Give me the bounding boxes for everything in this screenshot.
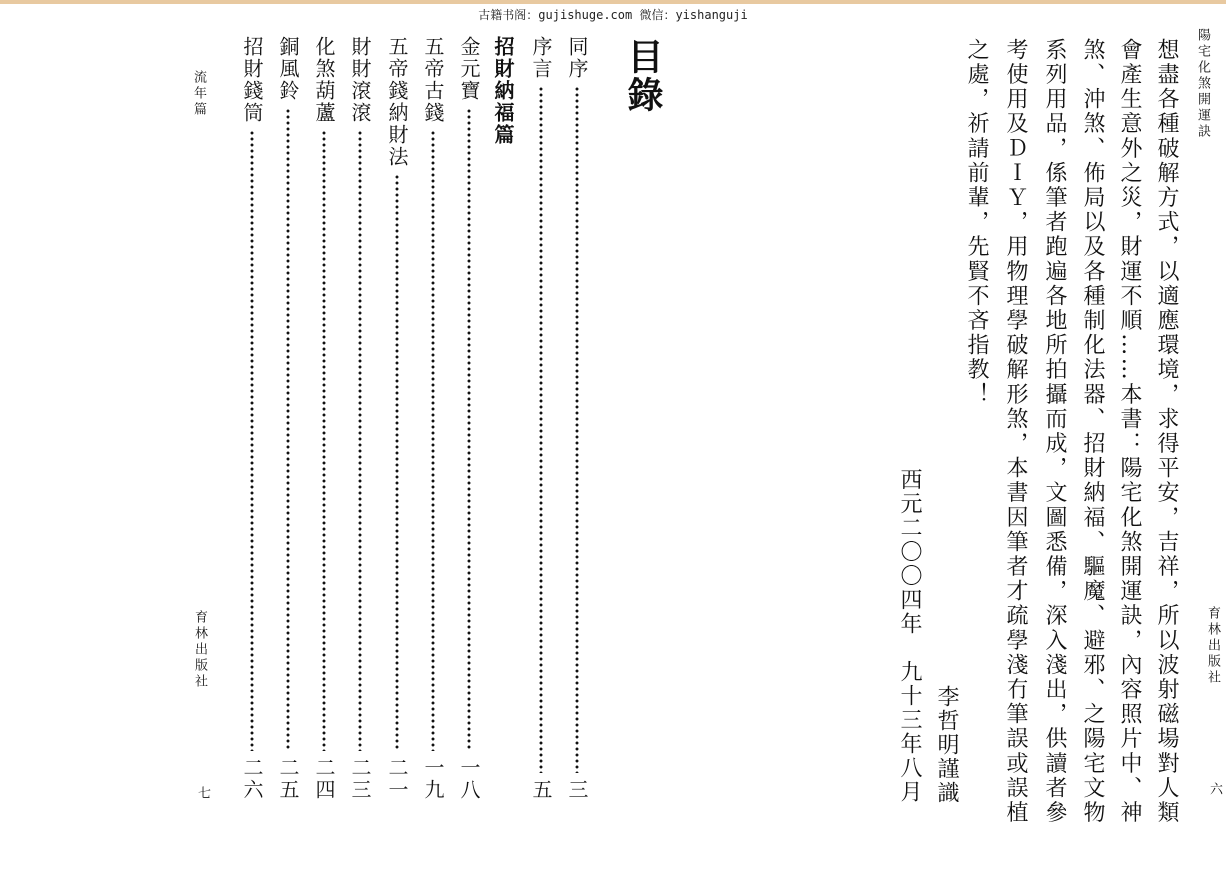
- left-publisher: 育林出版社: [192, 610, 207, 690]
- leader-dots: [250, 130, 254, 751]
- toc-entry[interactable]: [311, 36, 337, 801]
- toc-entry[interactable]: [347, 36, 373, 801]
- toc-entry-title: 化煞葫蘆: [312, 36, 336, 124]
- body-column-1: 想盡各種破解方式，以適應環境，求得平安，吉祥，所以波射磁場對人類: [1154, 38, 1179, 826]
- date-line: 西元二〇〇四年 九十三年八月: [897, 468, 922, 804]
- toc-entry-title: 銅風鈴: [276, 36, 300, 102]
- toc-entry[interactable]: [384, 36, 410, 801]
- toc-entry-title: 序言: [529, 36, 553, 80]
- toc-entry-title: 五帝錢納財法: [385, 36, 409, 168]
- toc-entry-title: 同序: [565, 36, 589, 80]
- toc-entry-title: 金元寶: [457, 36, 481, 102]
- toc-entry[interactable]: [420, 36, 446, 801]
- right-publisher: 育林出版社: [1205, 606, 1220, 686]
- top-border: [0, 0, 1226, 4]
- toc-entry[interactable]: [564, 36, 590, 801]
- body-column-2: 會產生意外之災，財運不順……本書：陽宅化煞開運訣，內容照片中、神: [1117, 38, 1142, 826]
- toc-title: 目錄: [622, 38, 663, 114]
- toc-entry-page: 二五: [276, 757, 300, 801]
- leader-dots: [395, 174, 399, 751]
- toc-entry-page: 五: [529, 779, 553, 801]
- toc-entry[interactable]: [275, 36, 301, 801]
- body-column-3: 煞、沖煞、佈局以及各種制化法器、招財納福、驅魔、避邪、之陽宅文物: [1080, 38, 1105, 826]
- body-column-6: 之處，祈請前輩，先賢不吝指教！: [964, 38, 989, 407]
- toc-entry-title: 招財錢筒: [240, 36, 264, 124]
- signature: 李哲明謹識: [934, 685, 959, 805]
- left-running-title: 流年篇: [191, 70, 206, 118]
- leader-dots: [467, 108, 471, 751]
- right-page-number: 六: [1207, 782, 1222, 798]
- toc-entry-title: 五帝古錢: [421, 36, 445, 124]
- toc-entry-page: 二一: [385, 757, 409, 801]
- toc-entry-page: 二四: [312, 757, 336, 801]
- toc-entry-page: 三: [565, 779, 589, 801]
- leader-dots: [322, 130, 326, 751]
- body-column-5: 考使用及ＤＩＹ，用物理學破解形煞，本書因筆者才疏學淺冇筆誤或誤植: [1003, 38, 1028, 826]
- toc-entry-page: 二六: [240, 757, 264, 801]
- leader-dots: [539, 86, 543, 773]
- body-column-4: 系列用品，係筆者跑遍各地所拍攝而成，文圖悉備，深入淺出，供讀者參: [1042, 38, 1067, 826]
- toc-entry-title: 財財滾滾: [348, 36, 372, 124]
- leader-dots: [575, 86, 579, 773]
- left-page-number: 七: [195, 786, 210, 802]
- leader-dots: [358, 130, 362, 751]
- watermark: 古籍书阁：gujishuge.com 微信：yishanguji: [478, 8, 748, 22]
- toc-entry-page: 一九: [421, 757, 445, 801]
- leader-dots: [286, 108, 290, 751]
- section-heading: 招財納福篇: [491, 36, 515, 146]
- toc-entry[interactable]: [239, 36, 265, 801]
- right-running-title: 陽宅化煞開運訣: [1195, 28, 1210, 140]
- toc-entry-page: 二三: [348, 757, 372, 801]
- toc-entry[interactable]: [528, 36, 554, 801]
- toc-entry-page: 一八: [457, 757, 481, 801]
- leader-dots: [431, 130, 435, 751]
- toc-entry[interactable]: [456, 36, 482, 801]
